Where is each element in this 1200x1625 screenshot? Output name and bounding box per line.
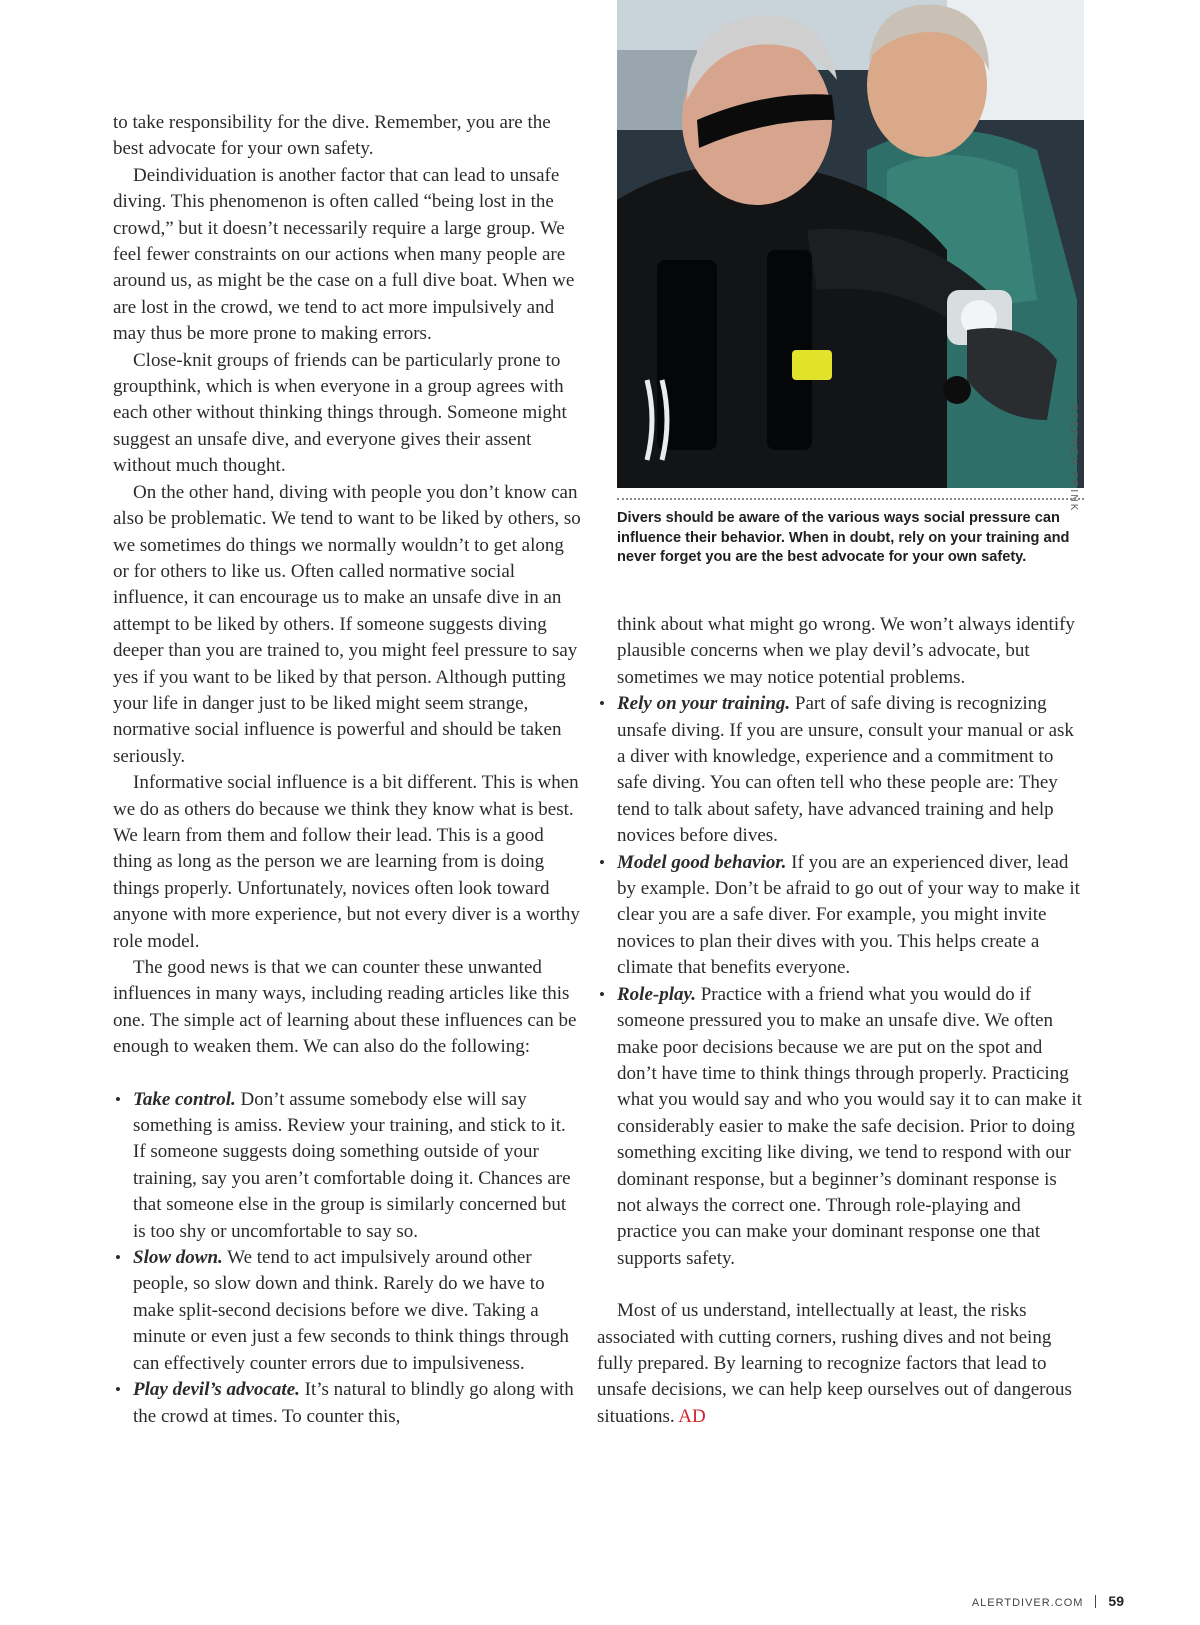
- closing-paragraph: [597, 1298, 1085, 1430]
- list-item-lead: Model good behavior.: [617, 851, 787, 873]
- list-item-text: Don’t assume somebody else will say something is amiss. Review your training, and stick to it. If someone suggests doing something outside of your training, say you aren’t comfortable doing it. Chances are that someone else in the group is similarly concerned but is too shy or uncomfortable to say so.: [133, 1088, 571, 1242]
- tips-list: [597, 691, 1085, 1272]
- caption-divider: [617, 498, 1084, 500]
- paragraph: Deindividuation is another factor that can lead to unsafe diving. This phenomenon is often called “being lost in the crowd,” but it doesn’t necessarily require a large group. We feel fewer constraints on our actions when many people are around us, as might be the case on a full dive boat. When we are lost in the crowd, we tend to act more impulsively and may thus be more prone to making errors.: [113, 164, 575, 345]
- list-item-lead: Rely on your training.: [617, 693, 791, 715]
- paragraph: Close-knit groups of friends can be particularly prone to groupthink, which is when everyone in a group agrees with each other without thinking things through. Someone might suggest an unsafe dive, and everyone gives their assent without much thought.: [113, 349, 567, 477]
- list-item: [597, 982, 1085, 1272]
- list-item: [113, 1245, 583, 1377]
- list-item: [597, 850, 1085, 982]
- spacer: [617, 1272, 1085, 1298]
- end-mark: AD: [678, 1405, 706, 1427]
- paragraph: On the other hand, diving with people you don’t know can also be problematic. We tend to want to be liked by others, so we sometimes do things we normally wouldn’t to get along or for others to like us. Often called normative social influence, it can encourage us to make an unsafe dive in an attempt to be liked by others. If someone suggests diving deeper than you are trained to, you might feel pressure to say yes if you want to be liked by that person. Although putting your life in danger just to be liked might seem strange, normative social influence is powerful and should be taken seriously.: [113, 481, 581, 767]
- list-item-text: We tend to act impulsively around other people, so slow down and think. Rarely do we have to make split-second decisions before we dive. Taking a minute or even just a few seconds to think things through can effectively counter errors due to impulsiveness.: [133, 1247, 569, 1374]
- tips-list: [113, 1087, 583, 1430]
- page-footer: [972, 1593, 1124, 1609]
- page-number: 59: [1108, 1593, 1124, 1609]
- right-column: [597, 612, 1085, 1430]
- list-item-text: Part of safe diving is recognizing unsafe diving. If you are unsure, consult your manual or ask a diver with knowledge, experience and a commitment to safe diving. You can often tell who these people are: They tend to talk about safety, have advanced training and help novices before dives.: [617, 693, 1074, 847]
- photo-caption: Divers should be aware of the various ways social pressure can influence their behavior. When in doubt, rely on your training and never forget you are the best advocate for your own safety.: [617, 510, 1070, 565]
- paragraph: The good news is that we can counter these unwanted influences in many ways, including reading articles like this one. The simple act of learning about these influences can be enough to weaken them. We can also do the following:: [113, 957, 577, 1058]
- closing-text: Most of us understand, intellectually at least, the risks associated with cutting corners, rushing dives and not being fully prepared. By learning to recognize factors that lead to unsafe decisions, we can help keep ourselves out of dangerous situations.: [597, 1300, 1072, 1427]
- spacer: [113, 1061, 583, 1087]
- list-item-lead: Slow down.: [133, 1247, 223, 1269]
- photo-credit: STEPHEN FRINK: [1068, 404, 1079, 513]
- list-item-lead: Role-play.: [617, 983, 696, 1005]
- list-item-lead: Play devil’s advocate.: [133, 1379, 300, 1401]
- list-item-lead: Take control.: [133, 1088, 236, 1110]
- divers-photo: [617, 0, 1084, 488]
- list-item: [113, 1377, 583, 1430]
- footer-site: ALERTDIVER.COM: [971, 1597, 1084, 1609]
- list-item-text: It’s natural to blindly go along with the crowd at times. To counter this,: [133, 1379, 574, 1427]
- list-item: [597, 691, 1085, 849]
- list-item-text: If you are an experienced diver, lead by example. Don’t be afraid to go out of your way to make it clear you are a safe diver. For example, you might invite novices to plan their dives with you. This helps create a climate that benefits everyone.: [617, 851, 1080, 979]
- footer-separator: [1095, 1595, 1096, 1608]
- paragraph: to take responsibility for the dive. Remember, you are the best advocate for your own safety.: [113, 112, 551, 160]
- list-item-text: Practice with a friend what you would do if someone pressured you to make an unsafe dive. We often make poor decisions because we are put on the spot and don’t have time to think things through properly. Practicing what you would say and who you would say it to can make it considerably easier to make the safe decision. Prior to doing something exciting like diving, we tend to respond with our dominant response, but a beginner’s dominant response is not always the correct one. Through role-playing and practice you can make your dominant response one that supports safety.: [617, 983, 1082, 1269]
- list-item: [113, 1087, 583, 1245]
- paragraph: Informative social influence is a bit different. This is when we do as others do because we think they know what is best. We learn from them and follow their lead. This is a good thing as long as the person we are learning from is doing things properly. Unfortunately, novices often look toward anyone with more experience, but not every diver is a worthy role model.: [113, 772, 580, 952]
- left-column: [113, 110, 583, 1430]
- paragraph: think about what might go wrong. We won’t always identify plausible concerns when we play devil’s advocate, but sometimes we may notice potential problems.: [617, 614, 1075, 688]
